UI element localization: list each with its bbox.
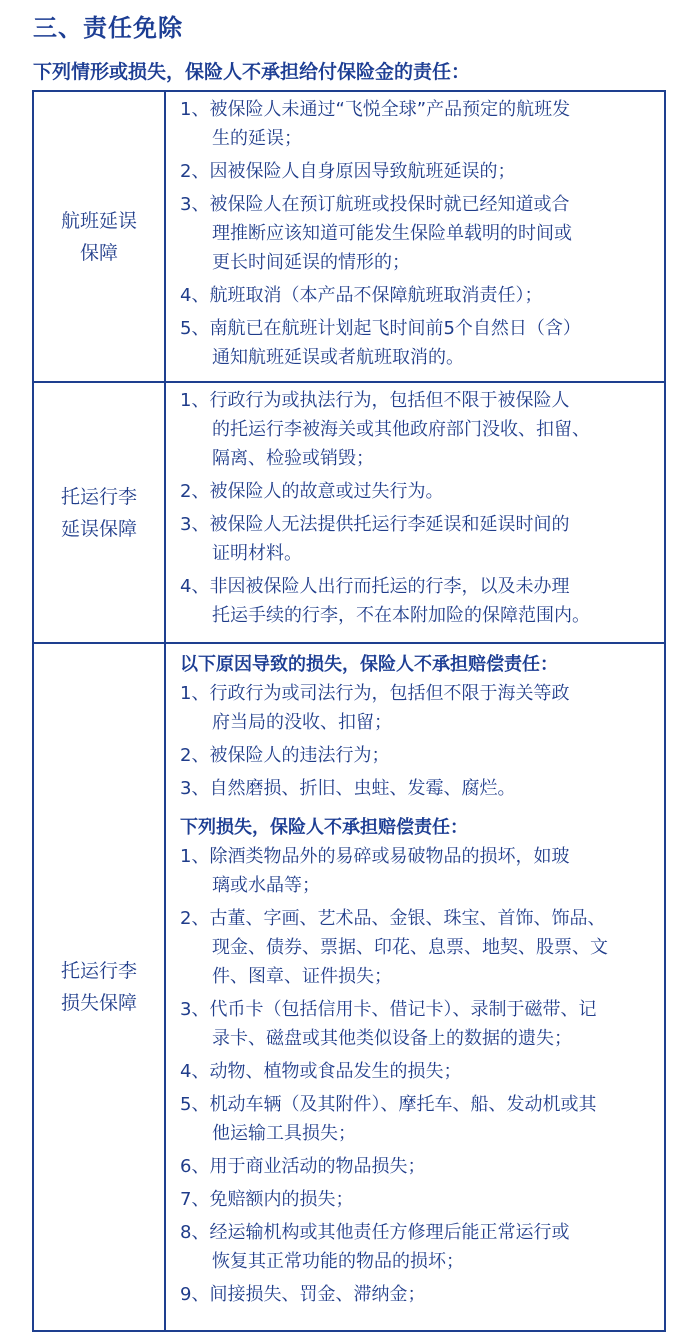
item-line: 7、免赔额内的损失； [180, 1189, 354, 1210]
list-item [180, 190, 656, 277]
list-item [180, 1090, 656, 1148]
item-line: 1、行政行为或执法行为，包括但不限于被保险人 [180, 390, 570, 411]
item-line: 更长时间延误的情形的； [212, 252, 410, 273]
item-line: 托运手续的行李，不在本附加险的保障范围内。 [212, 605, 590, 626]
category-label-line: 延误保障 [60, 517, 137, 540]
category-cell [33, 643, 165, 1331]
item-line: 3、自然磨损、折旧、虫蛀、发霉、腐烂。 [180, 778, 516, 799]
table-row-baggage-loss [33, 643, 665, 1331]
section-title: 三、责任免除 [33, 14, 183, 42]
section-subtitle: 下列情形或损失，保险人不承担给付保险金的责任： [33, 61, 471, 83]
category-label-line: 托运行李 [60, 485, 137, 508]
list-item [180, 95, 656, 153]
items-cell [165, 91, 665, 382]
item-line: 6、用于商业活动的物品损失； [180, 1156, 426, 1177]
items-cell [165, 382, 665, 643]
list-item [180, 1280, 656, 1309]
item-line: 4、航班取消（本产品不保障航班取消责任）； [180, 285, 543, 306]
item-line: 的托运行李被海关或其他政府部门没收、扣留、 [212, 419, 590, 440]
list-item [180, 995, 656, 1053]
item-line: 2、被保险人的故意或过失行为。 [180, 481, 444, 502]
item-line: 9、间接损失、罚金、滞纳金； [180, 1284, 426, 1305]
item-line: 恢复其正常功能的物品的损坏； [212, 1251, 464, 1272]
item-line: 璃或水晶等； [212, 875, 320, 896]
item-line: 录卡、磁盘或其他类似设备上的数据的遗失； [212, 1028, 572, 1049]
category-label-line: 航班延误 [60, 209, 137, 232]
category-label-line: 损失保障 [60, 992, 137, 1014]
item-line: 1、被保险人未通过“飞悦全球”产品预定的航班发 [180, 99, 571, 120]
category-cell [33, 91, 165, 382]
item-line: 生的延误； [212, 128, 302, 149]
table-row-baggage-delay [33, 382, 665, 643]
list-item [180, 1218, 656, 1276]
item-line: 5、南航已在航班计划起飞时间前5个自然日（含） [180, 318, 581, 339]
category-label-line: 托运行李 [60, 960, 137, 982]
list-item [180, 510, 656, 568]
group-heading: 下列损失，保险人不承担赔偿责任： [180, 817, 468, 838]
list-item [180, 157, 656, 186]
item-line: 通知航班延误或者航班取消的。 [212, 347, 464, 368]
list-item [180, 741, 656, 770]
item-line: 2、古董、字画、艺术品、金银、珠宝、首饰、饰品、 [180, 908, 606, 929]
list-item [180, 904, 656, 991]
list-item [180, 679, 656, 737]
table-row-flight-delay [33, 91, 665, 382]
item-line: 证明材料。 [212, 543, 302, 564]
item-line: 府当局的没收、扣留； [212, 712, 392, 733]
item-line: 5、机动车辆（及其附件）、摩托车、船、发动机或其 [180, 1094, 597, 1115]
category-label-line: 保障 [79, 241, 118, 264]
list-item [180, 314, 656, 372]
list-item [180, 842, 656, 900]
item-line: 理推断应该知道可能发生保险单载明的时间或 [212, 223, 572, 244]
item-line: 他运输工具损失； [212, 1123, 356, 1144]
item-line: 2、因被保险人自身原因导致航班延误的； [180, 161, 516, 182]
item-line: 件、图章、证件损失； [212, 966, 392, 987]
list-item [180, 1185, 656, 1214]
item-line: 1、行政行为或司法行为，包括但不限于海关等政 [180, 683, 570, 704]
list-item [180, 572, 656, 630]
category-cell [33, 382, 165, 643]
item-line: 现金、债券、票据、印花、息票、地契、股票、文 [212, 937, 608, 958]
group-heading: 以下原因导致的损失，保险人不承担赔偿责任： [180, 654, 558, 675]
items-cell [165, 643, 665, 1331]
list-item [180, 477, 656, 506]
list-item [180, 1057, 656, 1086]
item-line: 1、除酒类物品外的易碎或易破物品的损坏，如玻 [180, 846, 570, 867]
item-line: 8、经运输机构或其他责任方修理后能正常运行或 [180, 1222, 570, 1243]
item-line: 4、动物、植物或食品发生的损失； [180, 1061, 462, 1082]
item-line: 3、被保险人无法提供托运行李延误和延误时间的 [180, 514, 570, 535]
item-line: 3、被保险人在预订航班或投保时就已经知道或合 [180, 194, 570, 215]
list-item [180, 281, 656, 310]
list-item [180, 774, 656, 803]
exclusions-table [32, 90, 666, 1332]
item-line: 2、被保险人的违法行为； [180, 745, 390, 766]
list-item [180, 386, 656, 473]
item-line: 3、代币卡（包括信用卡、借记卡）、录制于磁带、记 [180, 999, 597, 1020]
item-line: 4、非因被保险人出行而托运的行李，以及未办理 [180, 576, 570, 597]
item-line: 隔离、检验或销毁； [212, 448, 374, 469]
list-item [180, 1152, 656, 1181]
